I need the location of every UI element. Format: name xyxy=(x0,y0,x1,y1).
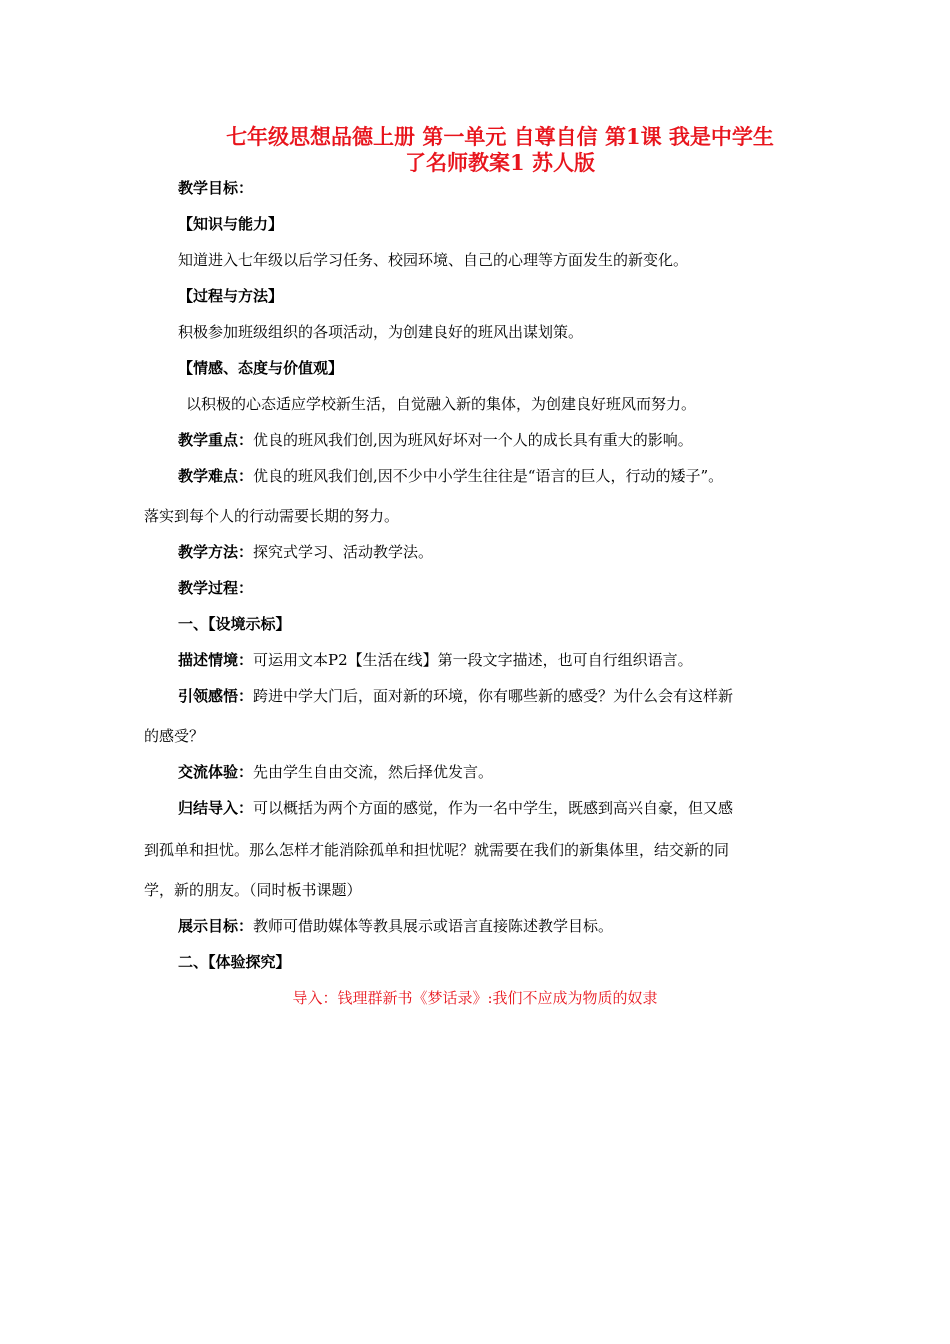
describe-label: 描述情境： xyxy=(178,651,254,669)
process-text: 积极参加班级组织的各项活动，为创建良好的班风出谋划策。 xyxy=(178,323,584,341)
method-paragraph xyxy=(178,542,433,562)
objectives-heading: 教学目标： xyxy=(178,179,254,197)
exchange-paragraph xyxy=(178,762,493,782)
summary-text-1: 可以概括为两个方面的感觉，作为一名中学生，既感到高兴自豪，但又感 xyxy=(253,799,734,817)
describe-text: 可运用文本P2【生活在线】第一段文字描述，也可自行组织语言。 xyxy=(253,651,693,669)
method-label: 教学方法： xyxy=(178,543,254,561)
exchange-label: 交流体验： xyxy=(178,763,254,781)
intro-red-text: 导入：钱理群新书《梦话录》:我们不应成为物质的奴隶 xyxy=(292,989,658,1007)
section2-heading: 二、【体验探究】 xyxy=(178,953,291,971)
guide-paragraph xyxy=(178,686,733,706)
display-paragraph xyxy=(178,916,613,936)
guide-label: 引领感悟： xyxy=(178,687,254,705)
attitude-heading: 【情感、态度与价值观】 xyxy=(178,359,344,377)
summary-text-3: 学，新的朋友。（同时板书课题） xyxy=(144,881,362,899)
method-text: 探究式学习、活动教学法。 xyxy=(253,543,434,561)
guide-text-2: 的感受？ xyxy=(144,727,205,745)
display-text: 教师可借助媒体等教具展示或语言直接陈述教学目标。 xyxy=(253,917,614,935)
exchange-text: 先由学生自由交流，然后择优发言。 xyxy=(253,763,494,781)
summary-paragraph xyxy=(178,798,733,818)
focus-text: 优良的班风我们创,因为班风好坏对一个人的成长具有重大的影响。 xyxy=(253,431,693,449)
focus-label: 教学重点： xyxy=(178,431,254,449)
process-heading: 【过程与方法】 xyxy=(178,287,284,305)
summary-label: 归结导入： xyxy=(178,799,254,817)
procedure-heading: 教学过程： xyxy=(178,579,254,597)
difficulty-text-2: 落实到每个人的行动需要长期的努力。 xyxy=(144,507,400,525)
section1-heading: 一、【设境示标】 xyxy=(178,615,291,633)
title-line-2: 了名师教案1 苏人版 xyxy=(405,150,595,175)
summary-text-2: 到孤单和担忧。那么怎样才能消除孤单和担忧呢？就需要在我们的新集体里，结交新的同 xyxy=(144,841,730,859)
difficulty-text-1: 优良的班风我们创,因不少中小学生往往是“语言的巨人，行动的矮子”。 xyxy=(253,467,724,485)
knowledge-heading: 【知识与能力】 xyxy=(178,215,284,233)
describe-paragraph xyxy=(178,650,693,670)
difficulty-label: 教学难点： xyxy=(178,467,254,485)
guide-text-1: 跨进中学大门后，面对新的环境，你有哪些新的感受？为什么会有这样新 xyxy=(253,687,734,705)
difficulty-paragraph xyxy=(178,466,723,486)
focus-paragraph xyxy=(178,430,693,450)
attitude-text: 以积极的心态适应学校新生活，自觉融入新的集体，为创建良好班风而努力。 xyxy=(186,395,697,413)
knowledge-text: 知道进入七年级以后学习任务、校园环境、自己的心理等方面发生的新变化。 xyxy=(178,251,689,269)
document-title xyxy=(180,124,820,176)
title-line-1: 七年级思想品德上册 第一单元 自尊自信 第1课 我是中学生 xyxy=(226,124,774,149)
display-label: 展示目标： xyxy=(178,917,254,935)
